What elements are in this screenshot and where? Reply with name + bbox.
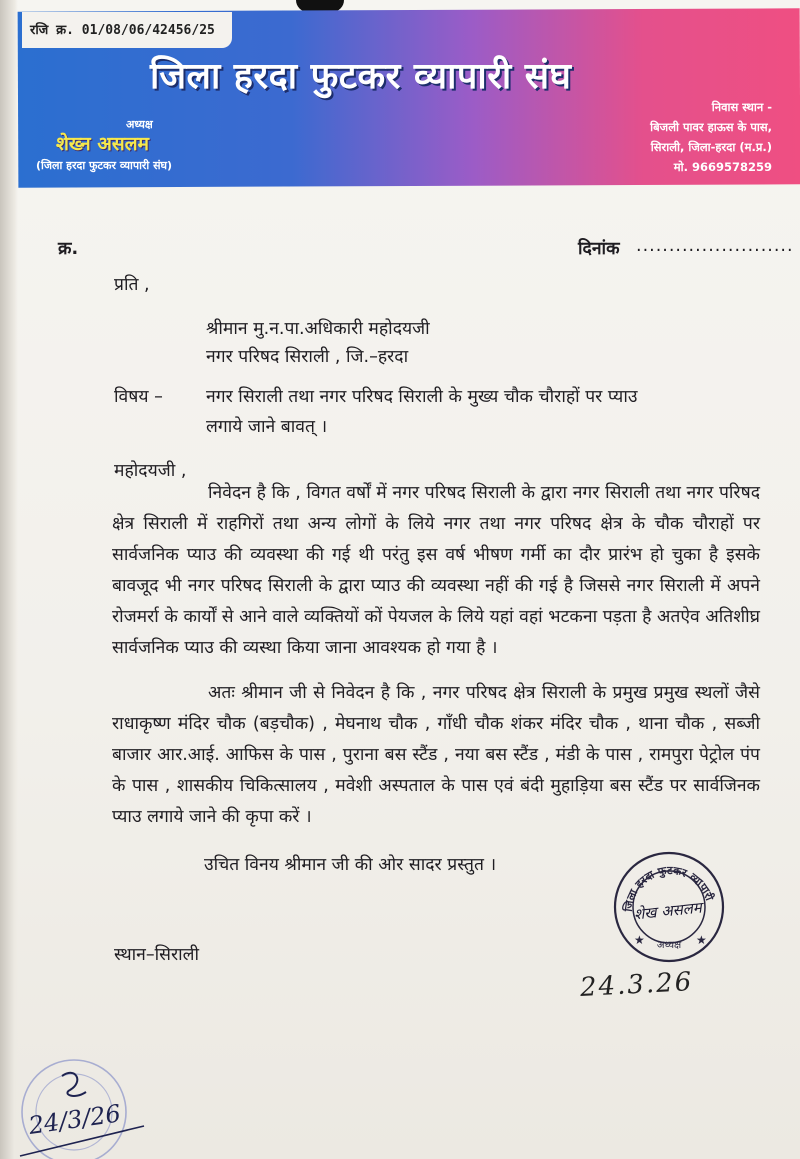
president-role: अध्यक्ष — [126, 118, 153, 131]
phone-number: मो. 9669578259 — [673, 160, 772, 174]
received-stamp — [14, 1030, 174, 1159]
received-date: 24/3/26 — [26, 1099, 123, 1140]
reference-label: क्र. — [58, 239, 79, 259]
addressee-line: श्रीमान मु.न.पा.अधिकारी महोदयजी — [206, 319, 430, 339]
address-line: सिराली, जिला-हरदा (म.प्र.) — [650, 140, 772, 154]
president-name: शेख्न असलम — [56, 133, 149, 155]
paragraph-text: अतः श्रीमान जी से निवेदन है कि , नगर परिषद क्षेत्र सिराली के प्रमुख प्रमुख स्थलों जैसे राधाकृष्ण मंदिर चौक (बड़चौक) , मेघनाथ चौक , गाँधी चौक शंकर मंदिर चौक , थाना चौक , सब्जी बाजार आर.आई. आफिस के पास , पुराना बस स्टैंड , नया बस स्टैंड , मंडी के पास , रामपुरा पेट्रोल पंप के पास , शासकीय चिकित्सालय , मवेशी अस्पताल के पास एवं बंदी मुहाड़िया बस स्टैंड पर सार्वजिनक प्याउ लगाये जाने की कृपा करें । — [112, 683, 760, 827]
body-paragraph — [112, 478, 760, 664]
paragraph-text: निवेदन है कि , विगत वर्षों में नगर परिषद सिराली के द्वारा नगर सिराली तथा नगर परिषद क्षेत्र सिराली में राहगिरों तथा अन्य लोगों के लिये नगर तथा नगर परिषद क्षेत्र के चौक चौराहों पर सार्वजनिक प्याउ की व्यवस्था की गई थी परंतु इस वर्ष भीषण गर्मी का दौर प्रारंभ हो चुका है इसके बावजूद भी नगर परिषद सिराली के द्वारा प्याउ की व्यवस्था नहीं की गई है जिससे नगर सिराली में अपने रोजमर्रा के कार्यों से आने वाले व्यक्तियों कों पेयजल के लिये यहां वहां भटकना पड़ता है अतऐव अतिशीघ्र सार्वजनिक प्याउ की व्यस्था किया जाना आवश्यक हो गया है । — [112, 483, 760, 658]
place-line: स्थान–सिराली — [114, 945, 200, 965]
to-label: प्रति , — [114, 275, 150, 295]
registration-number: रजि क्र. 01/08/06/42456/25 — [30, 23, 215, 38]
address-block — [650, 97, 772, 177]
date-label: दिनांक — [578, 239, 620, 259]
date-placeholder: ........................ — [636, 236, 794, 256]
president-organization: (जिला हरदा फुटकर व्यापारी संघ) — [36, 159, 173, 172]
star-icon: ★ — [696, 933, 707, 947]
organization-seal — [610, 848, 728, 966]
page-edge-shadow — [0, 0, 18, 1159]
address-line: बिजली पावर हाऊस के पास, — [650, 120, 772, 134]
body-paragraph — [112, 678, 760, 833]
subject-line: नगर सिराली तथा नगर परिषद सिराली के मुख्य चौक चौराहों पर प्याउ — [206, 387, 638, 407]
address-line: निवास स्थान - — [711, 100, 772, 114]
seal-text: जिला हरदा फुटकर व्यापारी — [621, 863, 716, 913]
handwritten-signature: शेख असलम — [633, 898, 703, 924]
subject-line: लगाये जाने बावत् । — [206, 417, 328, 437]
closing-line: उचित विनय श्रीमान जी की ओर सादर प्रस्तुत । — [204, 855, 497, 875]
signature-date: 24.3.26 — [579, 967, 694, 1003]
organization-title: जिला हरदा फुटकर व्यापारी संघ — [150, 56, 572, 97]
seal-role: अध्यक्ष — [656, 940, 682, 951]
addressee-line: नगर परिषद सिराली , जि.–हरदा — [206, 347, 409, 367]
salutation: महोदयजी , — [114, 461, 187, 481]
subject-label: विषय – — [114, 387, 163, 407]
star-icon: ★ — [634, 933, 645, 947]
